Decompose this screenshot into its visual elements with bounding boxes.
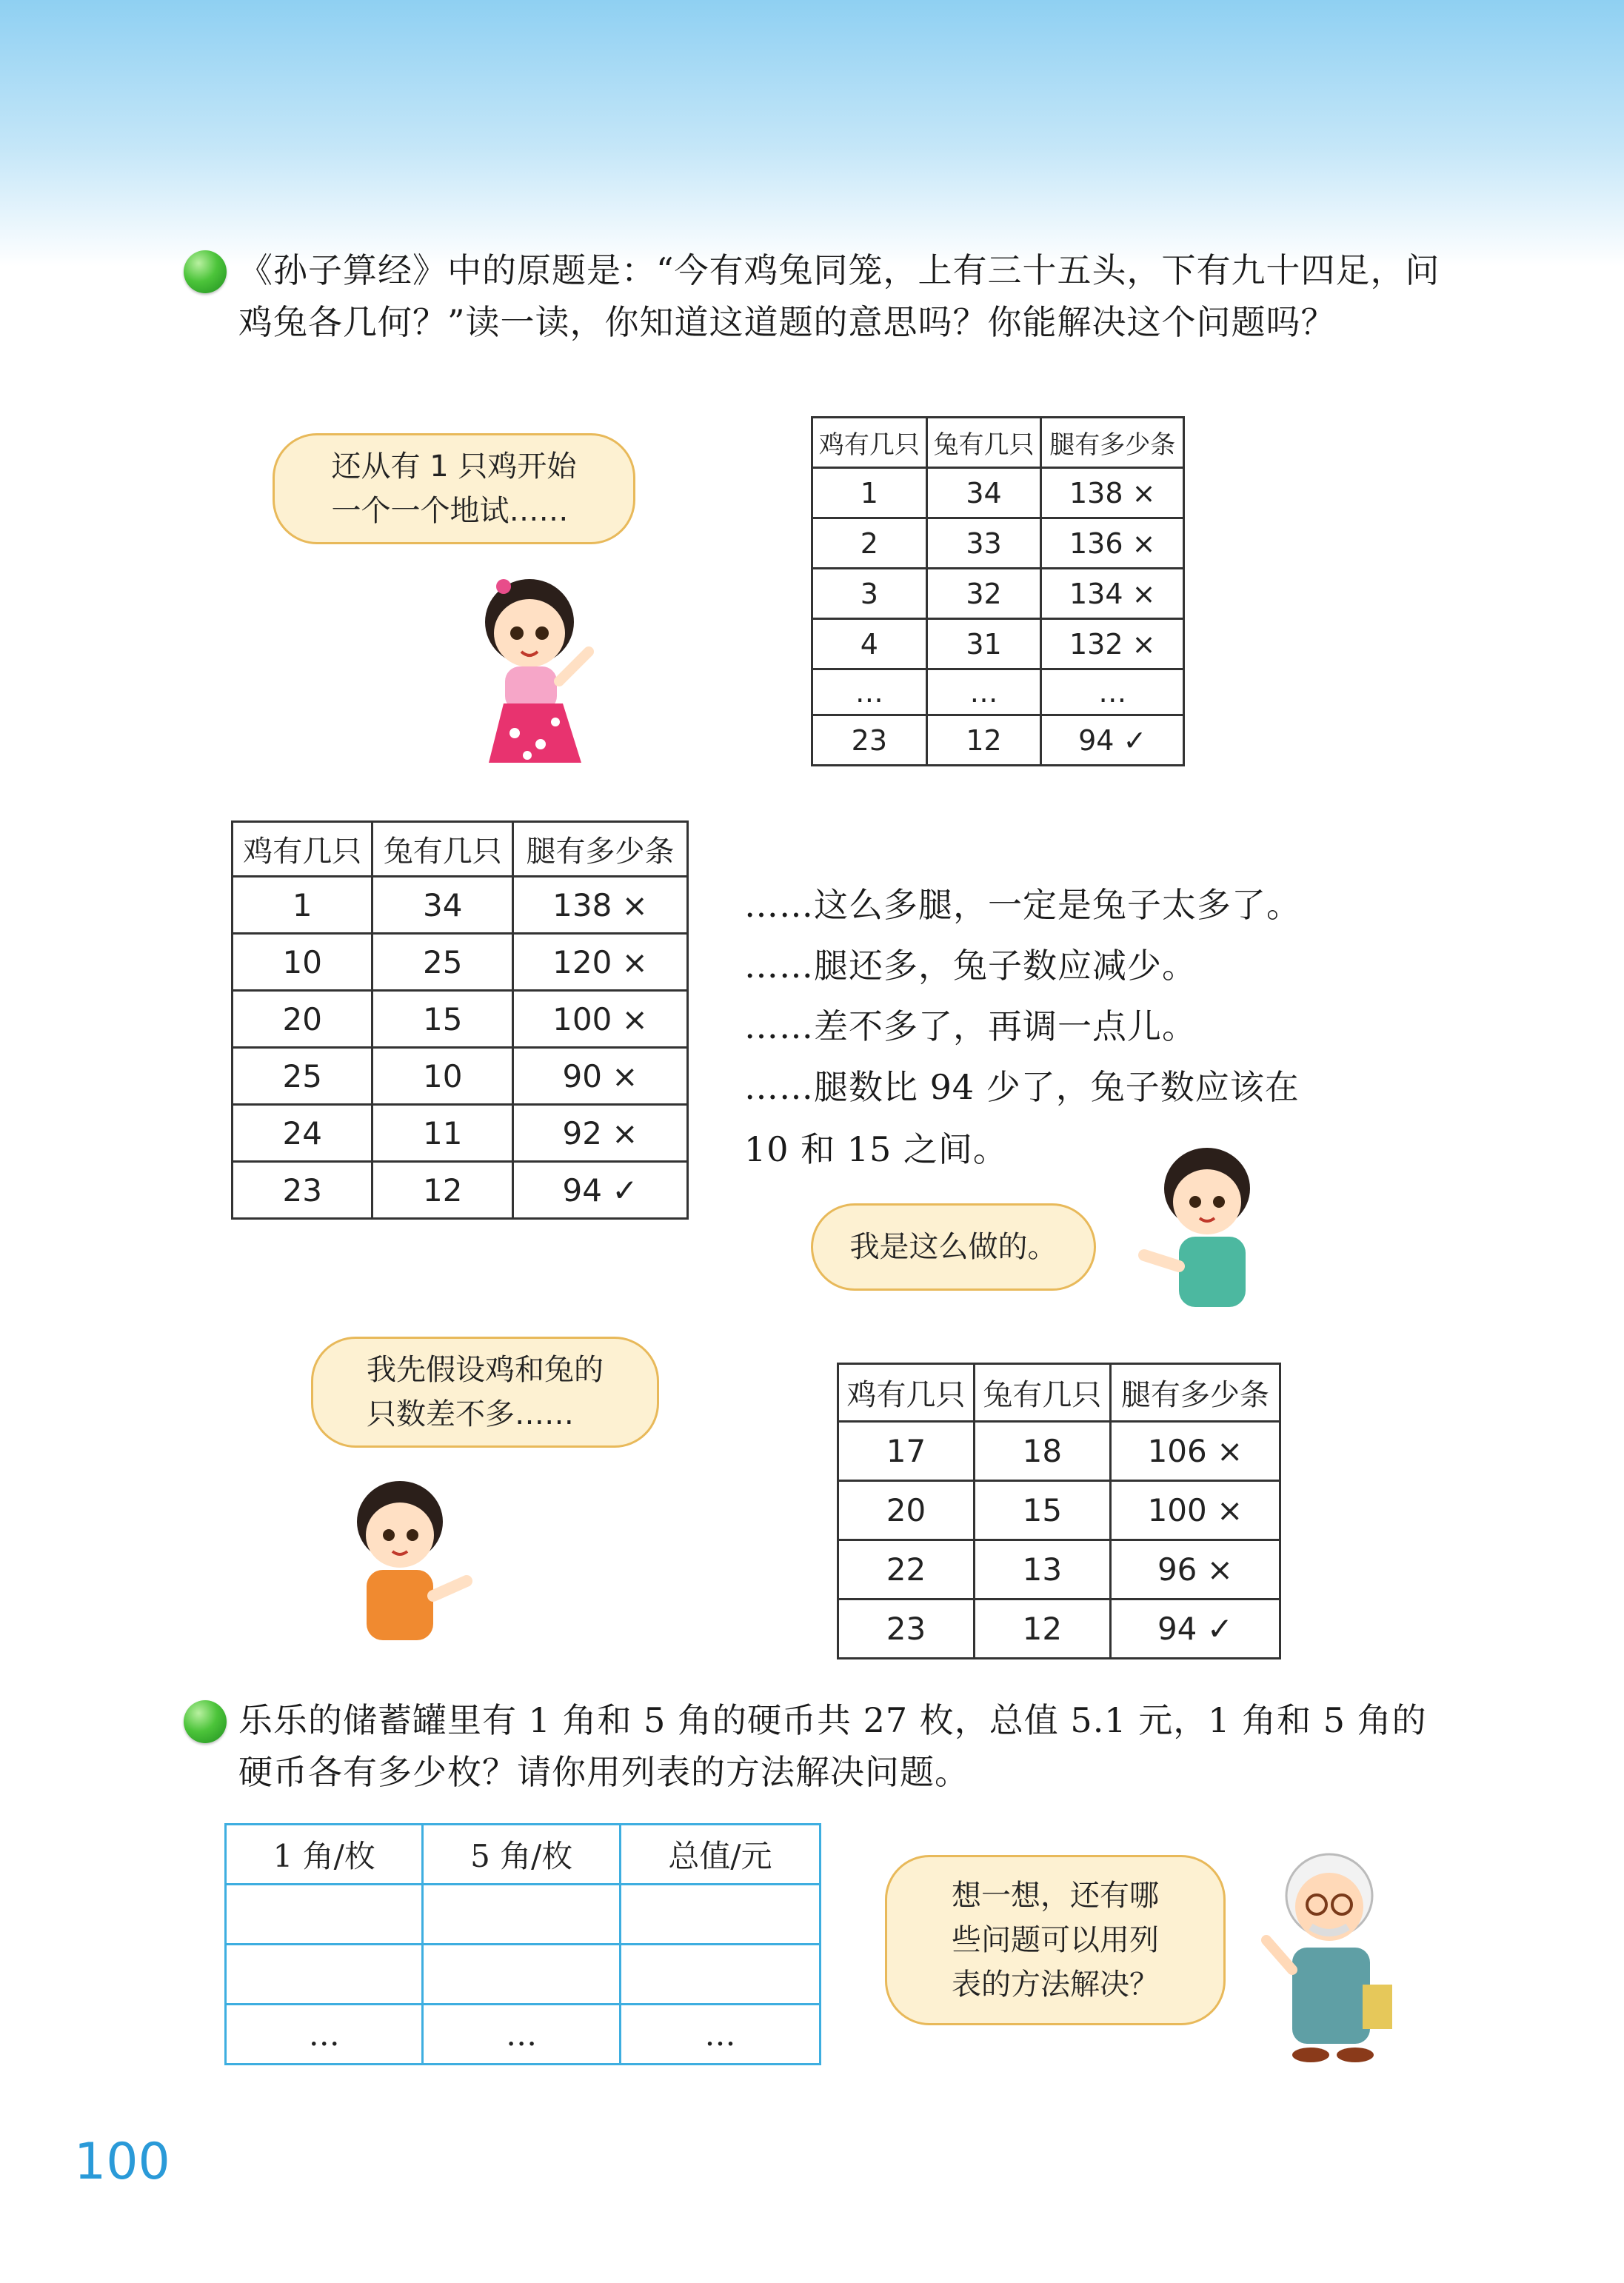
problem-2-text: 乐乐的储蓄罐里有 1 角和 5 角的硬币共 27 枚，总值 5.1 元，1 角和 5 角的硬币各有多少枚？请你用列表的方法解决问题。 — [238, 1700, 1427, 1792]
table-row — [838, 1540, 1280, 1600]
table-cell: 10 — [233, 934, 372, 991]
trial-table-3 — [837, 1363, 1281, 1659]
table-cell: 90 × — [512, 1048, 687, 1105]
table-cell — [226, 1945, 423, 2005]
table-cell: 10 — [372, 1048, 512, 1105]
header-rabbits: 兔有几只 — [974, 1364, 1110, 1422]
header-legs: 腿有多少条 — [1041, 418, 1184, 468]
header-rabbits: 兔有几只 — [372, 822, 512, 877]
girl-speech-bubble — [273, 433, 635, 544]
table-cell: 138 × — [1041, 468, 1184, 518]
header-chickens: 鸡有几只 — [838, 1364, 975, 1422]
table-cell: 12 — [926, 715, 1041, 766]
table-row — [233, 1105, 688, 1162]
thought-line-2: ……腿还多，兔子数应减少。 — [744, 946, 1197, 986]
table-row — [233, 991, 688, 1048]
table-cell: 18 — [974, 1422, 1110, 1481]
table-cell: 15 — [372, 991, 512, 1048]
thought-line-3: ……差不多了，再调一点儿。 — [744, 1006, 1197, 1046]
table-cell: 94 ✓ — [512, 1162, 687, 1219]
green-bullet-icon — [184, 250, 227, 293]
green-bullet-icon — [184, 1700, 227, 1743]
girl-speech-text: 还从有 1 只鸡开始 一个一个地试…… — [331, 449, 577, 528]
boy-speech-bubble-2 — [311, 1337, 659, 1448]
table-row — [233, 1048, 688, 1105]
table-cell: 25 — [372, 934, 512, 991]
table-cell: 15 — [974, 1481, 1110, 1540]
header-5jiao: 5 角/枚 — [423, 1825, 620, 1885]
girl-illustration — [459, 570, 607, 778]
table-row — [812, 468, 1184, 518]
table-cell: 136 × — [1041, 518, 1184, 569]
table-cell: 11 — [372, 1105, 512, 1162]
table-cell — [423, 1945, 620, 2005]
table-cell: 106 × — [1110, 1422, 1280, 1481]
table-cell — [226, 1885, 423, 1945]
table-cell: … — [1041, 669, 1184, 715]
table-cell: … — [620, 2005, 820, 2065]
table-cell: 17 — [838, 1422, 975, 1481]
table-row — [233, 877, 688, 934]
problem-1-text: 《孙子算经》中的原题是：“今有鸡兔同笼，上有三十五头，下有九十四足，问鸡兔各几何？”读一读，你知道这道题的意思吗？你能解决这个问题吗？ — [238, 250, 1440, 342]
table-cell: 94 ✓ — [1110, 1600, 1280, 1659]
coin-table — [224, 1823, 821, 2065]
table-cell — [620, 1945, 820, 2005]
table-cell: 23 — [233, 1162, 372, 1219]
table-row — [226, 1885, 821, 1945]
header-legs: 腿有多少条 — [512, 822, 687, 877]
table-cell: 134 × — [1041, 569, 1184, 619]
thought-line-1: ……这么多腿，一定是兔子太多了。 — [744, 885, 1301, 925]
thought-line-4: ……腿数比 94 少了，兔子数应该在 10 和 15 之间。 — [744, 1067, 1300, 1169]
header-rabbits: 兔有几只 — [926, 418, 1041, 468]
table-cell: 13 — [974, 1540, 1110, 1600]
table-row — [233, 934, 688, 991]
boy-speech-bubble-1 — [811, 1203, 1096, 1291]
table-row — [812, 669, 1184, 715]
table-cell: 20 — [838, 1481, 975, 1540]
table-cell: 20 — [233, 991, 372, 1048]
table-cell: 4 — [812, 619, 927, 669]
trial-table-1 — [811, 416, 1185, 766]
header-chickens: 鸡有几只 — [233, 822, 372, 877]
header-1jiao: 1 角/枚 — [226, 1825, 423, 1885]
table-cell: 25 — [233, 1048, 372, 1105]
table-cell: 33 — [926, 518, 1041, 569]
trial-table-2 — [231, 820, 689, 1220]
table-cell: 24 — [233, 1105, 372, 1162]
table-cell: … — [926, 669, 1041, 715]
table-cell: 100 × — [512, 991, 687, 1048]
table-cell: 34 — [372, 877, 512, 934]
table-row — [226, 2005, 821, 2065]
table-cell — [423, 1885, 620, 1945]
table-cell: 1 — [233, 877, 372, 934]
table-cell: 138 × — [512, 877, 687, 934]
table-row — [812, 619, 1184, 669]
header-legs: 腿有多少条 — [1110, 1364, 1280, 1422]
table-row — [233, 1162, 688, 1219]
table-cell: 23 — [838, 1600, 975, 1659]
header-total: 总值/元 — [620, 1825, 820, 1885]
table-row — [838, 1600, 1280, 1659]
table-row — [838, 1422, 1280, 1481]
table-cell: 22 — [838, 1540, 975, 1600]
table-cell: 96 × — [1110, 1540, 1280, 1600]
table-cell: 32 — [926, 569, 1041, 619]
table-cell: 12 — [974, 1600, 1110, 1659]
table-cell: 12 — [372, 1162, 512, 1219]
table-cell: 92 × — [512, 1105, 687, 1162]
page-number: 100 — [74, 2133, 170, 2191]
table-cell — [620, 1885, 820, 1945]
teacher-speech-bubble — [885, 1855, 1226, 2025]
table-cell: 100 × — [1110, 1481, 1280, 1540]
boy-speech-text-1: 我是这么做的。 — [849, 1230, 1057, 1264]
boy-illustration-2 — [330, 1470, 478, 1662]
teacher-illustration — [1252, 1844, 1407, 2066]
table-cell: 34 — [926, 468, 1041, 518]
table-row — [226, 1945, 821, 2005]
table-cell: … — [423, 2005, 620, 2065]
table-cell: 94 ✓ — [1041, 715, 1184, 766]
table-cell: 120 × — [512, 934, 687, 991]
table-cell: 23 — [812, 715, 927, 766]
table-row — [812, 715, 1184, 766]
boy-illustration-1 — [1126, 1137, 1274, 1329]
table-cell: 1 — [812, 468, 927, 518]
boy-speech-text-2: 我先假设鸡和兔的 只数差不多…… — [367, 1353, 604, 1431]
table-row — [812, 518, 1184, 569]
table-cell: 2 — [812, 518, 927, 569]
table-cell: … — [226, 2005, 423, 2065]
table-cell: … — [812, 669, 927, 715]
teacher-speech-text: 想一想，还有哪 些问题可以用列 表的方法解决？ — [952, 1879, 1159, 2002]
table-cell: 132 × — [1041, 619, 1184, 669]
header-gradient-band — [0, 0, 1624, 267]
table-row — [838, 1481, 1280, 1540]
header-chickens: 鸡有几只 — [812, 418, 927, 468]
table-cell: 31 — [926, 619, 1041, 669]
table-cell: 3 — [812, 569, 927, 619]
table-row — [812, 569, 1184, 619]
